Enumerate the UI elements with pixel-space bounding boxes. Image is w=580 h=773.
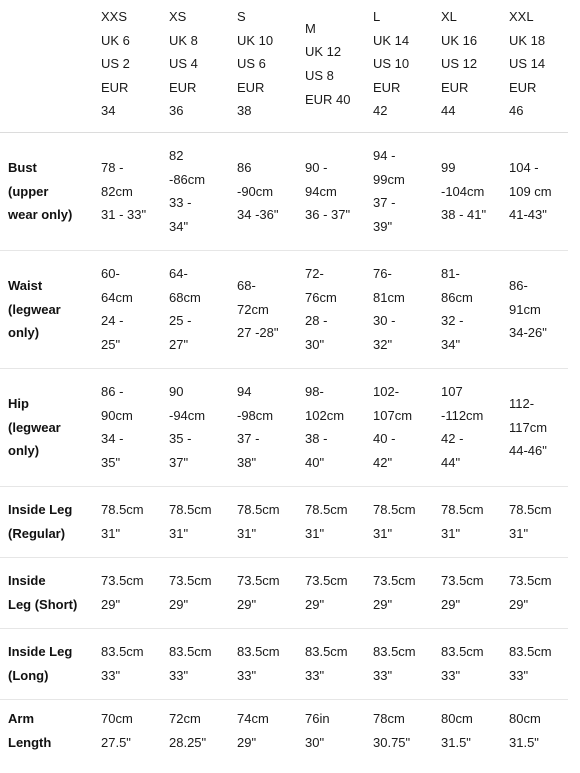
table-cell: 72cm 28.25" (169, 711, 207, 750)
table-cell: 60- 64cm 24 - 25" (93, 250, 161, 368)
table-cell: 94 -98cm 37 - 38" (229, 368, 297, 486)
table-cell: 73.5cm 29" (433, 557, 501, 628)
table-cell: 98- 102cm 38 - 40" (297, 368, 365, 486)
table-cell: 90 - 94cm 36 - 37" (297, 132, 365, 250)
table-cell: 73.5cm 29" (365, 557, 433, 628)
size-column-header-l (365, 0, 433, 132)
eur-size-value: 46 (509, 103, 524, 119)
eur-size-value: 44 (441, 103, 456, 119)
us-size: US 12 (441, 56, 478, 72)
table-cell: 78.5cm 31" (229, 486, 297, 557)
table-row-bust (0, 132, 568, 250)
row-label-inside-leg-short: Inside Leg (Short) (0, 557, 93, 628)
size-name: XXS (101, 9, 128, 24)
eur-size-value: 36 (169, 103, 184, 119)
table-cell: 72- 76cm 28 - 30" (297, 250, 365, 368)
table-cell: 83.5cm 33" (433, 628, 501, 699)
table-cell: 104 - 109 cm 41-43" (501, 132, 568, 250)
table-cell: 73.5cm 29" (229, 557, 297, 628)
table-row-inside-leg-regular (0, 486, 568, 557)
size-name: XL (441, 9, 457, 24)
table-cell: 102- 107cm 40 - 42" (365, 368, 433, 486)
table-row-arm-length (0, 699, 568, 762)
us-size: US 2 (101, 56, 130, 72)
table-cell: 80cm 31.5" (441, 711, 473, 750)
table-cell: 78cm 30.75" (373, 711, 411, 750)
eur-size-label: EUR 40 (305, 91, 351, 107)
table-cell: 78.5cm 31" (365, 486, 433, 557)
uk-size: UK 12 (305, 44, 342, 60)
table-cell: 83.5cm 33" (365, 628, 433, 699)
us-size: US 8 (305, 67, 334, 83)
table-cell: 73.5cm 29" (161, 557, 229, 628)
table-cell: 76- 81cm 30 - 32" (365, 250, 433, 368)
table-cell: 83.5cm 33" (229, 628, 297, 699)
us-size: US 10 (373, 56, 410, 72)
uk-size: UK 8 (169, 32, 198, 48)
table-cell: 74cm 29" (237, 711, 269, 750)
table-cell: 70cm 27.5" (101, 711, 133, 750)
eur-size-value: 34 (101, 103, 116, 119)
eur-size-label: EUR (441, 79, 469, 95)
table-cell: 83.5cm 33" (501, 628, 568, 699)
eur-size-label: EUR (237, 79, 265, 95)
table-cell: 99 -104cm 38 - 41" (433, 132, 501, 250)
size-name: M (305, 20, 316, 36)
size-column-header-xxs (93, 0, 161, 132)
us-size: US 6 (237, 56, 266, 72)
table-cell: 83.5cm 33" (161, 628, 229, 699)
uk-size: UK 14 (373, 32, 410, 48)
table-cell: 78.5cm 31" (93, 486, 161, 557)
row-label-waist: Waist (legwear only) (0, 250, 93, 368)
uk-size: UK 10 (237, 32, 274, 48)
table-cell: 94 - 99cm 37 - 39" (365, 132, 433, 250)
table-cell: 86 -90cm 34 -36" (229, 132, 297, 250)
size-name: XS (169, 9, 187, 24)
table-cell: 68- 72cm 27 -28" (229, 250, 297, 368)
us-size: US 4 (169, 56, 198, 72)
uk-size: UK 16 (441, 32, 478, 48)
row-label-arm-length: Arm Length (8, 711, 52, 750)
table-cell: 73.5cm 29" (501, 557, 568, 628)
size-column-header-xl (433, 0, 501, 132)
eur-size-value: 42 (373, 103, 388, 119)
eur-size-value: 38 (237, 103, 252, 119)
table-cell: 107 -112cm 42 - 44" (433, 368, 501, 486)
size-column-header-m (297, 0, 365, 132)
table-cell: 86 - 90cm 34 - 35" (93, 368, 161, 486)
table-cell: 76in 30" (305, 711, 330, 750)
eur-size-label: EUR (373, 79, 401, 95)
table-cell: 83.5cm 33" (93, 628, 161, 699)
eur-size-label: EUR (169, 79, 197, 95)
table-cell: 64- 68cm 25 - 27" (161, 250, 229, 368)
eur-size-label: EUR (101, 79, 129, 95)
row-label-inside-leg-regular: Inside Leg (Regular) (0, 486, 93, 557)
row-label-inside-leg-long: Inside Leg (Long) (0, 628, 93, 699)
table-row-inside-leg-short (0, 557, 568, 628)
table-cell: 83.5cm 33" (297, 628, 365, 699)
table-cell: 78.5cm 31" (161, 486, 229, 557)
table-cell: 78.5cm 31" (501, 486, 568, 557)
size-column-header-xxl (501, 0, 568, 132)
table-cell: 82 -86cm 33 - 34" (161, 132, 229, 250)
size-name: L (373, 9, 381, 24)
uk-size: UK 6 (101, 32, 130, 48)
table-cell: 73.5cm 29" (297, 557, 365, 628)
table-cell: 78.5cm 31" (433, 486, 501, 557)
table-row-hip (0, 368, 568, 486)
size-name: S (237, 9, 246, 24)
table-row-inside-leg-long (0, 628, 568, 699)
size-header-row (0, 0, 568, 132)
table-cell: 78 - 82cm 31 - 33" (93, 132, 161, 250)
table-cell: 112- 117cm 44-46" (501, 368, 568, 486)
row-label-bust: Bust (upper wear only) (0, 132, 93, 250)
table-cell: 81- 86cm 32 - 34" (433, 250, 501, 368)
table-cell: 86- 91cm 34-26" (501, 250, 568, 368)
table-cell: 80cm 31.5" (509, 711, 541, 750)
table-row-waist (0, 250, 568, 368)
header-corner-cell (0, 0, 93, 132)
size-column-header-xs (161, 0, 229, 132)
eur-size-label: EUR (509, 79, 537, 95)
row-label-hip: Hip (legwear only) (0, 368, 93, 486)
table-cell: 73.5cm 29" (93, 557, 161, 628)
table-cell: 90 -94cm 35 - 37" (161, 368, 229, 486)
size-name: XXL (509, 9, 534, 24)
us-size: US 14 (509, 56, 546, 72)
uk-size: UK 18 (509, 32, 546, 48)
size-column-header-s (229, 0, 297, 132)
table-cell: 78.5cm 31" (297, 486, 365, 557)
